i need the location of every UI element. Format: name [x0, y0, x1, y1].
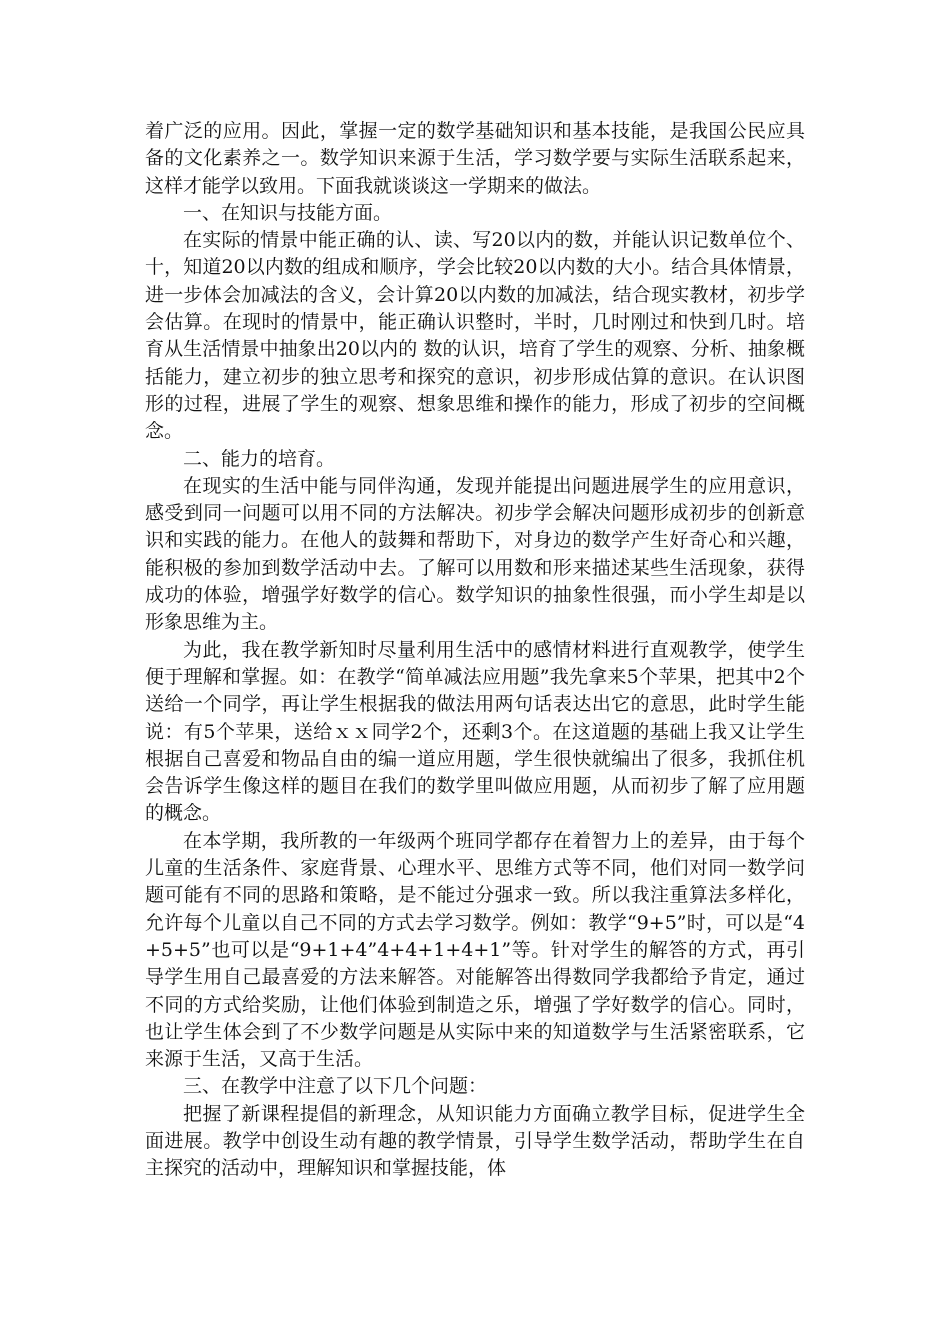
paragraph-teaching-example: 为此，我在教学新知时尽量利用生活中的感情材料进行直观教学，使学生便于理解和掌握。如：在教学“简单减法应用题”我先拿来5个苹果，把其中2个送给一个同学，再让学生根据我的做法用两句话表达出它的意思，此时学生能说：有5个苹果，送给ｘｘ同学2个，还剩3个。在这道题的基础上我又让学生根据自己喜爱和物品自由的编一道应用题，学生很快就编出了很多，我抓住机会告诉学生像这样的题目在我们的数学里叫做应用题，从而初步了解了应用题的概念。: [145, 638, 805, 825]
paragraph-intro: 着广泛的应用。因此，掌握一定的数学基础知识和基本技能，是我国公民应具备的文化素养之一。数学知识来源于生活，学习数学要与实际生活联系起来，这样才能学以致用。下面我就谈谈这一学期来的做法。: [145, 120, 805, 197]
paragraph-ability: 在现实的生活中能与同伴沟通，发现并能提出问题进展学生的应用意识，感受到同一问题可以用不同的方法解决。初步学会解决问题形成初步的创新意识和实践的能力。在他人的鼓舞和帮助下，对身边的数学产生好奇心和兴趣，能积极的参加到数学活动中去。了解可以用数和形来描述某些生活现象，获得成功的体验，增强学好数学的信心。数学知识的抽象性很强，而小学生却是以形象思维为主。: [145, 474, 805, 634]
section-heading-issues: 三、在教学中注意了以下几个问题：: [183, 1075, 488, 1098]
section-heading-ability: 二、能力的培育。: [183, 447, 336, 470]
paragraph-new-concepts: 把握了新课程提倡的新理念，从知识能力方面确立教学目标，促进学生全面进展。教学中创设生动有趣的教学情景，引导学生数学活动，帮助学生在自主探究的活动中，理解知识和掌握技能，体: [145, 1102, 805, 1180]
section-heading-knowledge-skills: 一、在知识与技能方面。: [183, 201, 393, 224]
paragraph-knowledge-skills: 在实际的情景中能正确的认、读、写20以内的数，并能认识记数单位个、十，知道20以内数的组成和顺序，学会比较20以内数的大小。结合具体情景，进一步体会加减法的含义，会计算20以内数的加减法，结合现实教材，初步学会估算。在现时的情景中，能正确认识整时，半时，几时刚过和快到几时。培育从生活情景中抽象出20以内的 数的认识，培育了学生的观察、分析、抽象概括能力，建立初步的独立思考和探究的意识，初步形成估算的意识。在认识图形的过程，进展了学生的观察、想象思维和操作的能力，形成了初步的空间概念。: [145, 229, 805, 443]
document-page: [145, 118, 805, 1183]
paragraph-algorithm-diversity: 在本学期，我所教的一年级两个班同学都存在着智力上的差异，由于每个儿童的生活条件、家庭背景、心理水平、思维方式等不同，他们对同一数学问题可能有不同的思路和策略，是不能过分强求一致。所以我注重算法多样化，允许每个儿童以自己不同的方式去学习数学。例如：教学“9+5”时，可以是“4+5+5”也可以是“9+1+4”4+4+1+4+1”等。针对学生的解答的方式，再引导学生用自己最喜爱的方法来解答。对能解答出得数同学我都给予肯定，通过不同的方式给奖励，让他们体验到制造之乐，增强了学好数学的信心。同时，也让学生体会到了不少数学问题是从实际中来的知道数学与生活紧密联系，它来源于生活，又高于生活。: [145, 829, 805, 1071]
